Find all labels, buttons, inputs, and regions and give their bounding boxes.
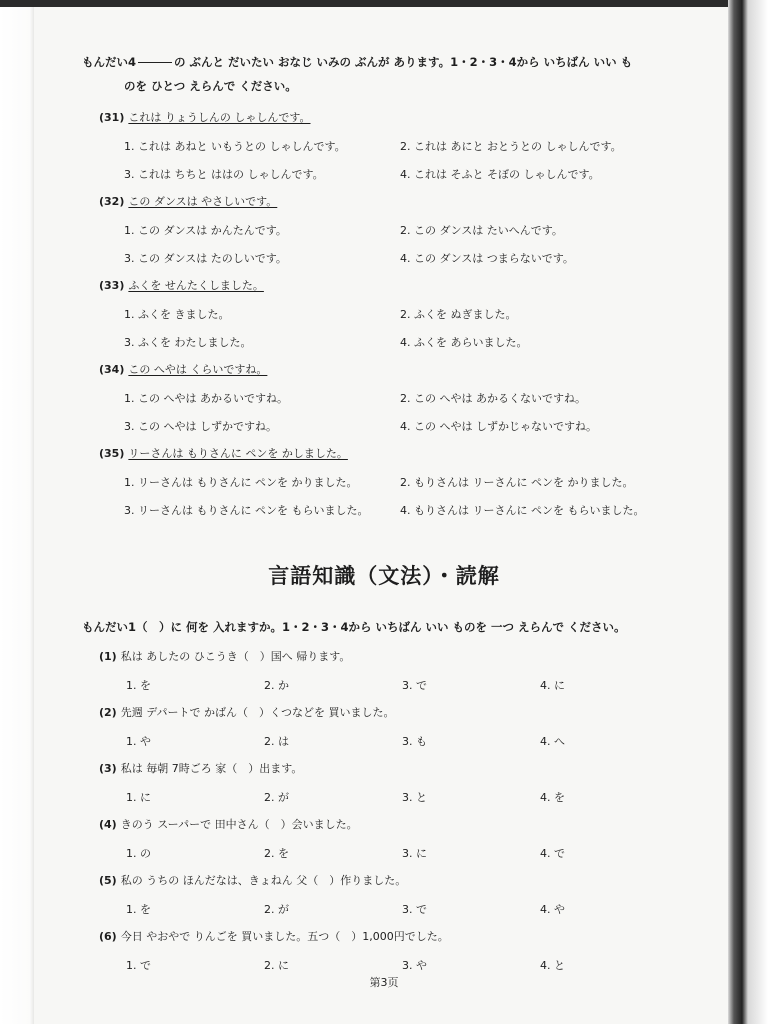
question-6: (6) 今日 やおやで りんごを 買いました。五つ（ ）1,000円でした。 (99, 930, 449, 943)
scan-left-margin (0, 0, 34, 1024)
q31-option-3[interactable]: 3. これは ちちと ははの しゃしんです。 (124, 168, 324, 181)
scan-right-border (728, 0, 768, 1024)
q3-option-2[interactable]: 2. が (264, 791, 289, 804)
q6-option-4[interactable]: 4. と (540, 959, 565, 972)
q33-option-2[interactable]: 2. ふくを ぬぎました。 (400, 308, 517, 321)
q3-option-1[interactable]: 1. に (126, 791, 151, 804)
q4-option-3[interactable]: 3. に (402, 847, 427, 860)
question-31: (31) これは りょうしんの しゃしんです。 (99, 111, 311, 124)
mondai1-instruction: もんだい1（ ）に 何を 入れますか。1・2・3・4から いちばん いい ものを 一つ えらんで ください。 (82, 620, 626, 634)
question-35: (35) リーさんは もりさんに ペンを かしました。 (99, 447, 348, 460)
q1-option-2[interactable]: 2. か (264, 679, 289, 692)
q6-option-2[interactable]: 2. に (264, 959, 289, 972)
q35-option-1[interactable]: 1. リーさんは もりさんに ペンを かりました。 (124, 476, 358, 489)
mondai4-instruction-line2: のを ひとつ えらんで ください。 (124, 79, 297, 93)
scan-top-border (0, 0, 768, 7)
q32-option-1[interactable]: 1. この ダンスは かんたんです。 (124, 224, 287, 237)
q5-option-3[interactable]: 3. で (402, 903, 427, 916)
question-4: (4) きのう スーパーで 田中さん（ ）会いました。 (99, 818, 358, 831)
q2-option-2[interactable]: 2. は (264, 735, 289, 748)
q6-option-1[interactable]: 1. で (126, 959, 151, 972)
q31-option-1[interactable]: 1. これは あねと いもうとの しゃしんです。 (124, 140, 346, 153)
q2-option-3[interactable]: 3. も (402, 735, 427, 748)
q6-option-3[interactable]: 3. や (402, 959, 427, 972)
q32-option-2[interactable]: 2. この ダンスは たいへんです。 (400, 224, 563, 237)
blank-line (138, 62, 172, 63)
q33-option-3[interactable]: 3. ふくを わたしました。 (124, 336, 252, 349)
q2-option-1[interactable]: 1. や (126, 735, 151, 748)
q4-option-2[interactable]: 2. を (264, 847, 289, 860)
q31-option-4[interactable]: 4. これは そふと そぼの しゃしんです。 (400, 168, 600, 181)
q5-option-2[interactable]: 2. が (264, 903, 289, 916)
mondai4-instruction (82, 50, 632, 74)
q34-option-1[interactable]: 1. この へやは あかるいですね。 (124, 392, 288, 405)
q35-option-2[interactable]: 2. もりさんは リーさんに ペンを かりました。 (400, 476, 634, 489)
q35-option-3[interactable]: 3. リーさんは もりさんに ペンを もらいました。 (124, 504, 369, 517)
q4-option-1[interactable]: 1. の (126, 847, 151, 860)
q35-option-4[interactable]: 4. もりさんは リーさんに ペンを もらいました。 (400, 504, 645, 517)
mondai4-label: もんだい4 (82, 55, 137, 69)
question-33: (33) ふくを せんたくしました。 (99, 279, 264, 292)
q1-option-1[interactable]: 1. を (126, 679, 151, 692)
q32-option-4[interactable]: 4. この ダンスは つまらないです。 (400, 252, 574, 265)
q2-option-4[interactable]: 4. へ (540, 735, 565, 748)
question-5: (5) 私の うちの ほんだなは、きょねん 父（ ）作りました。 (99, 874, 407, 887)
question-3: (3) 私は 毎朝 7時ごろ 家（ ）出ます。 (99, 762, 303, 775)
q34-option-2[interactable]: 2. この へやは あかるくないですね。 (400, 392, 586, 405)
q32-option-3[interactable]: 3. この ダンスは たのしいです。 (124, 252, 287, 265)
question-2: (2) 先週 デパートで かばん（ ）くつなどを 買いました。 (99, 706, 395, 719)
mondai4-instruction-text: の ぶんと だいたい おなじ いみの ぶんが あります。1・2・3・4から いちばん いい も (174, 55, 633, 69)
q33-option-1[interactable]: 1. ふくを きました。 (124, 308, 230, 321)
section-title: 言語知識（文法）・読解 (268, 564, 500, 588)
q3-option-3[interactable]: 3. と (402, 791, 427, 804)
q4-option-4[interactable]: 4. で (540, 847, 565, 860)
q34-option-3[interactable]: 3. この へやは しずかですね。 (124, 420, 277, 433)
q34-option-4[interactable]: 4. この へやは しずかじゃないですね。 (400, 420, 597, 433)
question-32: (32) この ダンスは やさしいです。 (99, 195, 278, 208)
question-34: (34) この へやは くらいですね。 (99, 363, 268, 376)
q31-option-2[interactable]: 2. これは あにと おとうとの しゃしんです。 (400, 140, 622, 153)
page-number: 第3页 (369, 976, 399, 989)
q5-option-4[interactable]: 4. や (540, 903, 565, 916)
q1-option-3[interactable]: 3. で (402, 679, 427, 692)
question-1: (1) 私は あしたの ひこうき（ ）国へ 帰ります。 (99, 650, 351, 663)
q1-option-4[interactable]: 4. に (540, 679, 565, 692)
q3-option-4[interactable]: 4. を (540, 791, 565, 804)
q5-option-1[interactable]: 1. を (126, 903, 151, 916)
q33-option-4[interactable]: 4. ふくを あらいました。 (400, 336, 528, 349)
